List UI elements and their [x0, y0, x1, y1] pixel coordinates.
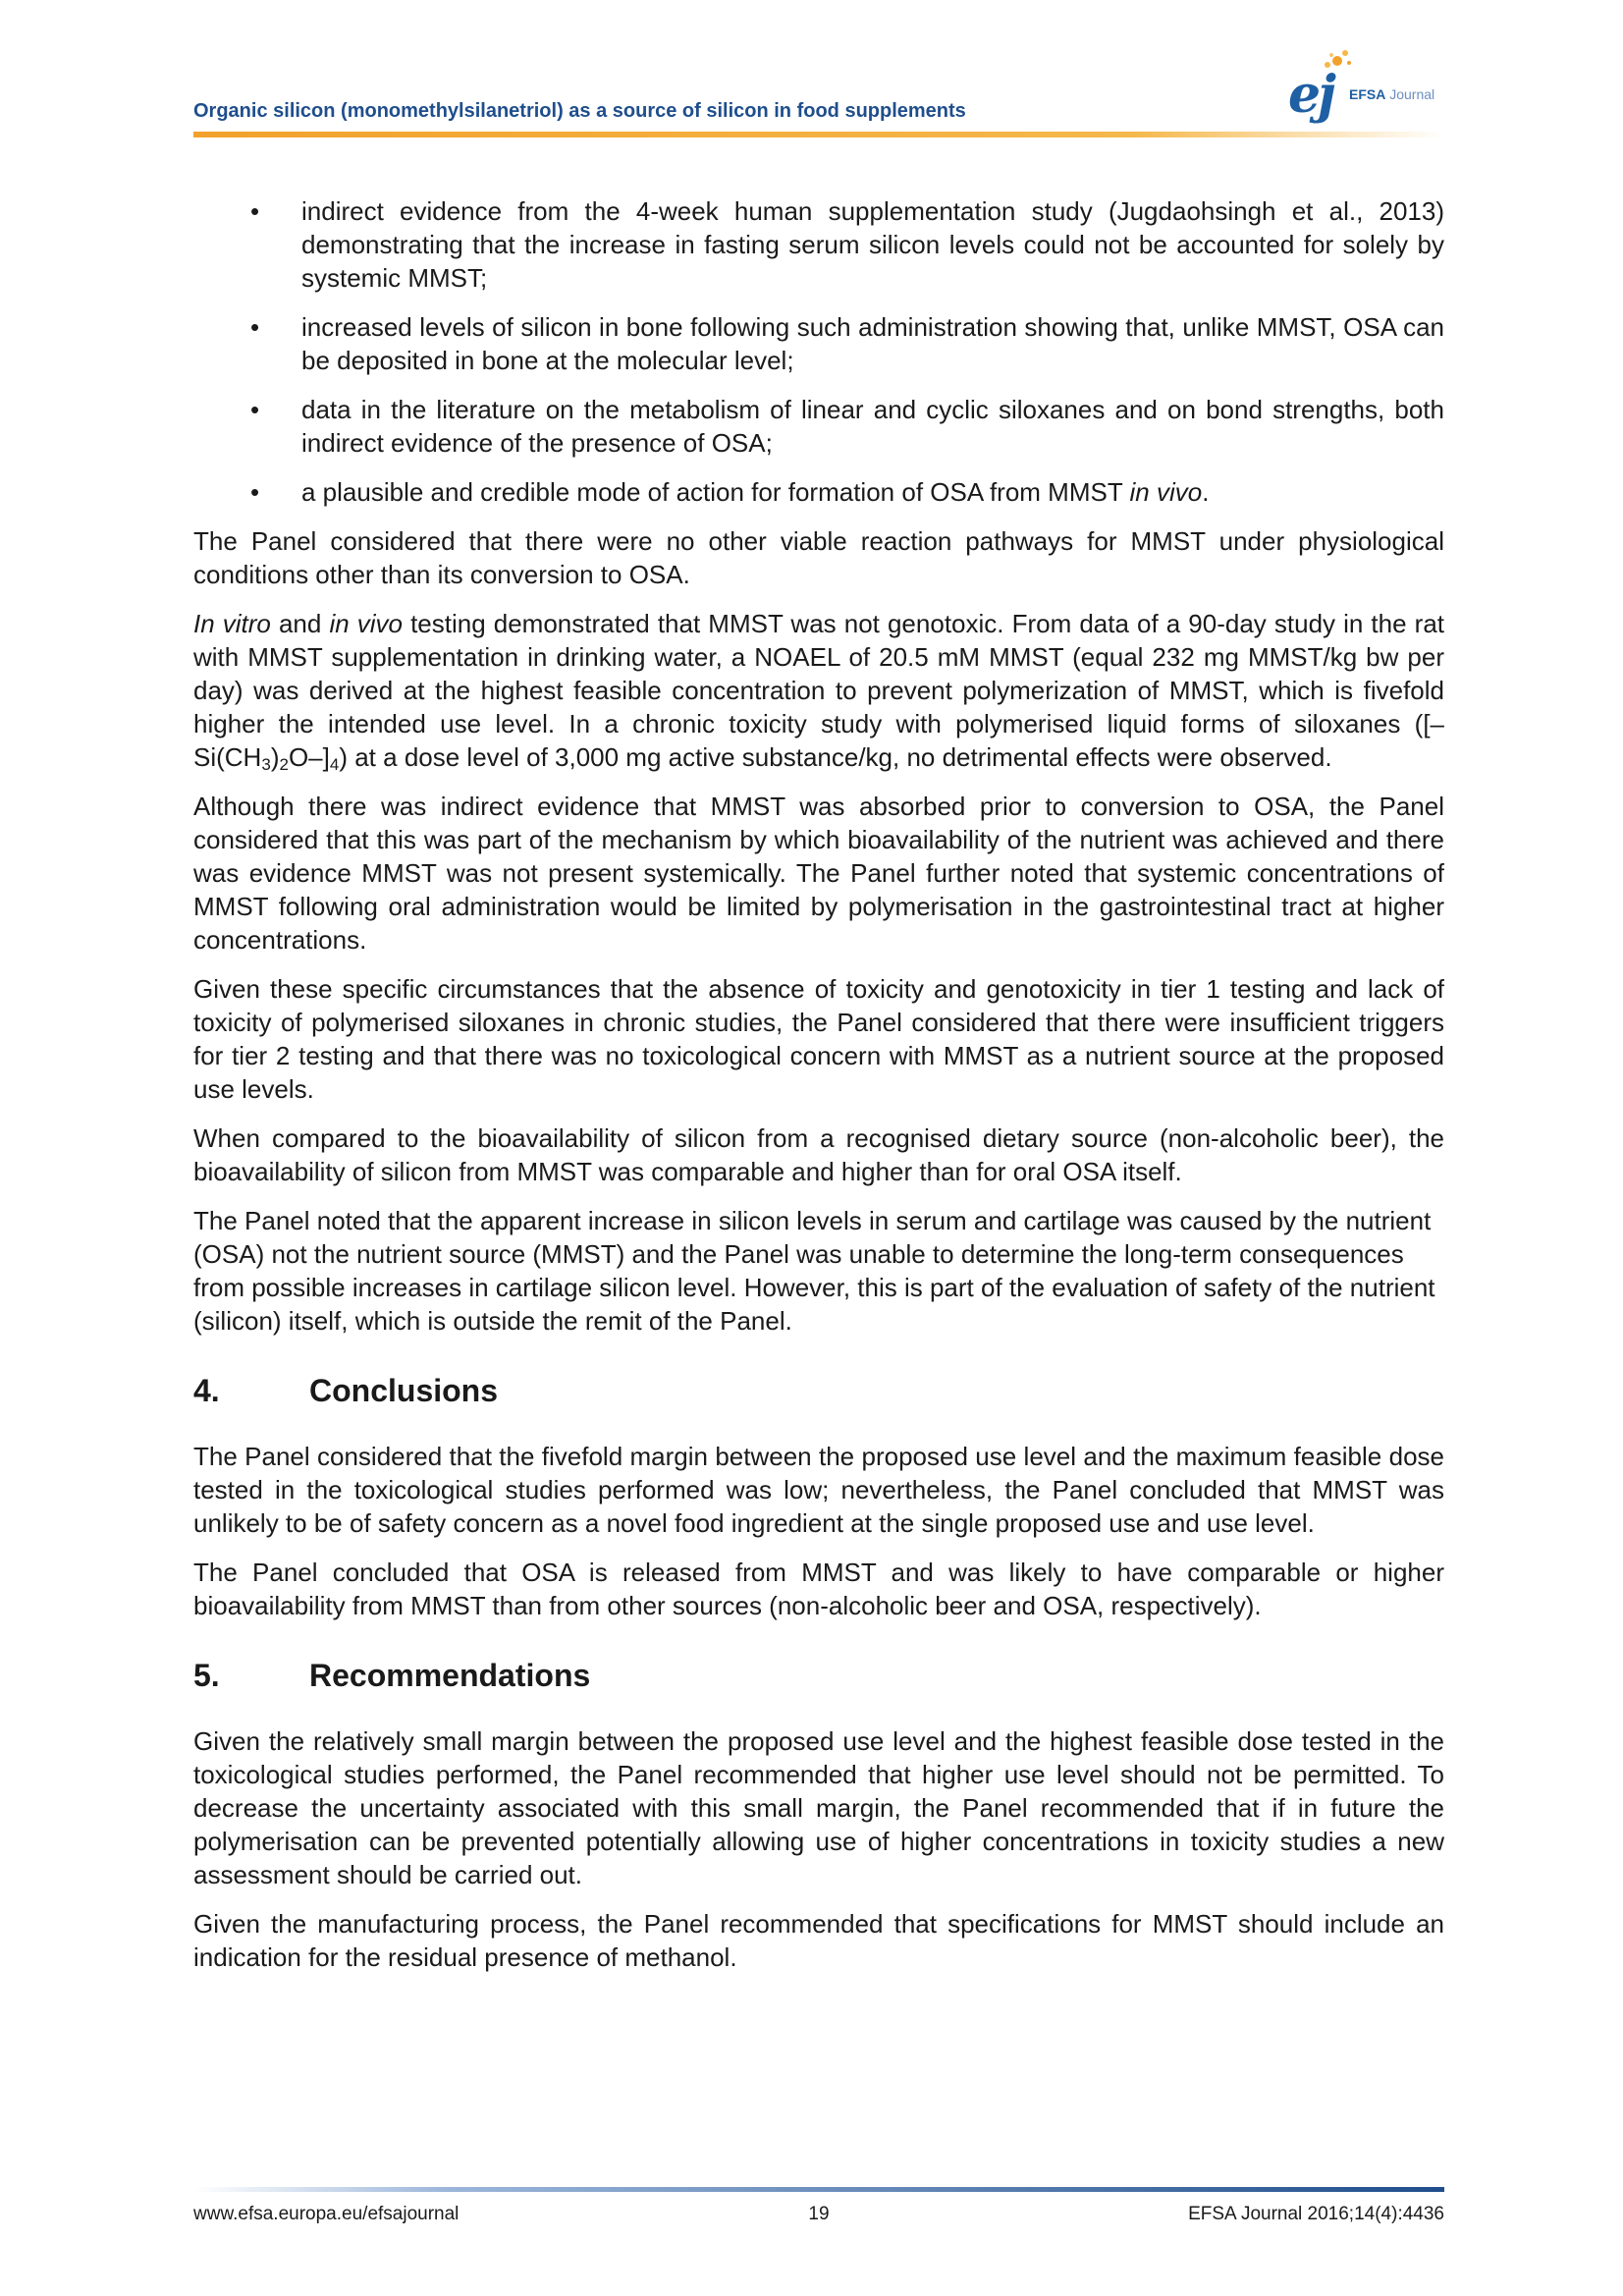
- section-title: Conclusions: [309, 1373, 499, 1408]
- list-item: [193, 393, 1444, 460]
- journal-citation: EFSA Journal 2016;14(4):4436: [1188, 2204, 1444, 2224]
- page-number: 19: [808, 2204, 830, 2224]
- paragraph: Although there was indirect evidence that MMST was absorbed prior to conversion to OSA, the Panel considered that this was part of the mechanism by which bioavailability of the nutrient was achieved and there was evidence MMST was not present systemically. The Panel further noted that systemic concentrations of MMST following oral administration would be limited by polymerisation in the gastrointestinal tract at higher concentrations.: [193, 792, 1444, 955]
- list-item-text: increased levels of silicon in bone following such administration showing that, unlike MMST, OSA can be deposited in bone at the molecular level;: [301, 312, 1444, 375]
- paragraph: Given the relatively small margin between the proposed use level and the highest feasible dose tested in the toxicological studies performed, the Panel recommended that higher use level should not be permitted. To decrease the uncertainty associated with this small margin, the Panel recommended that if in future the polymerisation can be prevented potentially allowing use of higher concentrations in toxicity studies a new assessment should be carried out.: [193, 1726, 1444, 1889]
- section-title: Recommendations: [309, 1658, 591, 1693]
- paragraph: The Panel considered that there were no other viable reaction pathways for MMST under physiological conditions other than its conversion to OSA.: [193, 526, 1444, 589]
- list-item-text: a plausible and credible mode of action for formation of OSA from MMST: [301, 477, 1130, 507]
- list-item-text: data in the literature on the metabolism of linear and cyclic siloxanes and on bond strengths, both indirect evidence of the presence of OSA;: [301, 395, 1444, 458]
- efsa-journal-logo: [1288, 47, 1445, 126]
- bullet-icon: •: [250, 395, 260, 424]
- text-run: testing demonstrated that MMST was not genotoxic. From data of a 90-day study in the rat with MMST supplementation in drinking water, a NOAEL of 20.5 mM MMST (equal 232 mg MMST/kg bw per day) was derived at the highest feasible concentration to prevent polymerization of MMST, which is fivefold higher the intended use level. In a chronic toxicity study with polymerised liquid forms of siloxanes ([–Si(CH: [193, 609, 1444, 772]
- running-title: Organic silicon (monomethylsilanetriol) as a source of silicon in food supplements: [193, 100, 966, 122]
- list-item: [193, 475, 1444, 509]
- journal-url-link[interactable]: www.efsa.europa.eu/efsajournal: [193, 2204, 460, 2224]
- logo-brand: EFSA: [1349, 86, 1386, 102]
- logo-mark: ej: [1288, 65, 1333, 125]
- section-heading-recommendations: [193, 1656, 1444, 1695]
- text-run: ): [270, 742, 280, 772]
- page-header: [193, 47, 1444, 145]
- header-rule: [193, 132, 1444, 137]
- section-number: 5.: [193, 1658, 220, 1693]
- logo-journal: Journal: [1389, 86, 1435, 102]
- text-run: and: [270, 609, 330, 638]
- paragraph: The Panel concluded that OSA is released from MMST and was likely to have comparable or higher bioavailability from MMST than from other sources (non-alcoholic beer and OSA, respectively).: [193, 1558, 1444, 1620]
- list-item-end: .: [1202, 477, 1210, 507]
- evidence-list: [193, 194, 1444, 509]
- bullet-icon: •: [250, 312, 260, 342]
- subscript: 3: [261, 755, 271, 774]
- paragraph: Given the manufacturing process, the Panel recommended that specifications for MMST should include an indication for the residual presence of methanol.: [193, 1909, 1444, 1972]
- paragraph: When compared to the bioavailability of silicon from a recognised dietary source (non-alcoholic beer), the bioavailability of silicon from MMST was comparable and higher than for oral OSA itself.: [193, 1123, 1444, 1186]
- subscript: 2: [279, 755, 289, 774]
- paragraph: The Panel considered that the fivefold margin between the proposed use level and the maximum feasible dose tested in the toxicological studies performed was low; nevertheless, the Panel concluded that MMST was unlikely to be of safety concern as a novel food ingredient at the single proposed use and use level.: [193, 1442, 1444, 1538]
- text-run: ) at a dose level of 3,000 mg active substance/kg, no detrimental effects were observed.: [339, 742, 1332, 772]
- section-heading-conclusions: [193, 1371, 1444, 1410]
- logo-text: [1349, 86, 1434, 102]
- paragraph: Given these specific circumstances that the absence of toxicity and genotoxicity in tier 1 testing and lack of toxicity of polymerised siloxanes in chronic studies, the Panel considered that there were insufficient triggers for tier 2 testing and that there was no toxicological concern with MMST as a nutrient source at the proposed use levels.: [193, 974, 1444, 1104]
- page-body: [193, 194, 1444, 1990]
- paragraph-genotoxicity: [193, 607, 1444, 774]
- text-run: O–]: [288, 742, 330, 772]
- list-item: [193, 194, 1444, 295]
- subscript: 4: [329, 755, 340, 774]
- footer-rule: [193, 2187, 1444, 2192]
- list-item: [193, 310, 1444, 377]
- section-number: 4.: [193, 1373, 220, 1408]
- italic-text: in vivo: [329, 609, 403, 638]
- list-item-italic: in vivo: [1129, 477, 1203, 507]
- bullet-icon: •: [250, 477, 260, 507]
- italic-text: In vitro: [193, 609, 271, 638]
- bullet-icon: •: [250, 196, 260, 226]
- paragraph: The Panel noted that the apparent increase in silicon levels in serum and cartilage was caused by the nutrient (OSA) not the nutrient source (MMST) and the Panel was unable to determine the long-term consequences from possible increases in cartilage silicon level. However, this is part of the evaluation of safety of the nutrient (silicon) itself, which is outside the remit of the Panel.: [193, 1206, 1435, 1336]
- list-item-text: indirect evidence from the 4-week human supplementation study (Jugdaohsingh et al., 2013) demonstrating that the increase in fasting serum silicon levels could not be accounted for solely by systemic MMST;: [301, 196, 1444, 293]
